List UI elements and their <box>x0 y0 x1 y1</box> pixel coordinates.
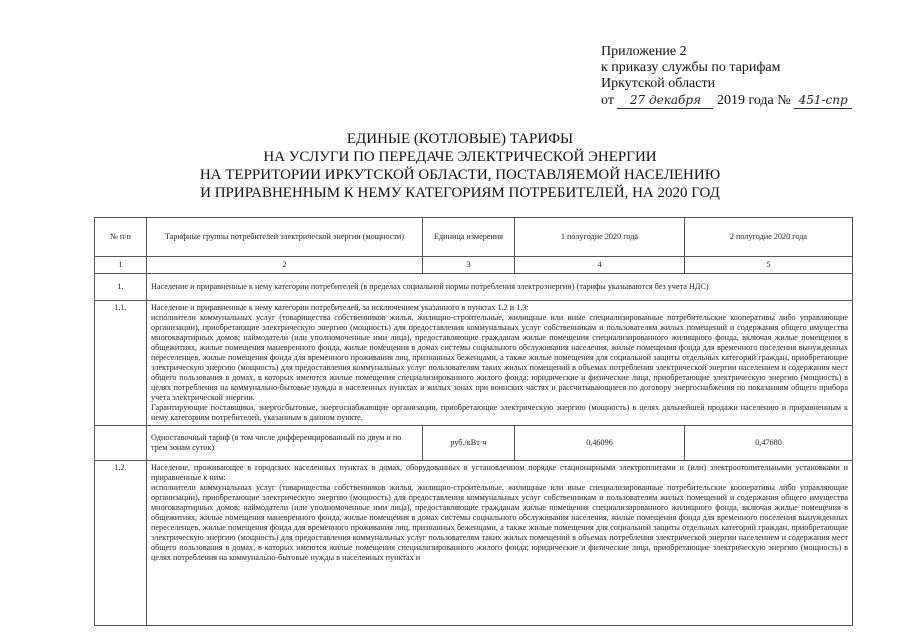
description-line: Население, проживающее в городских населенных пунктах в домах, оборудованных в установленном порядке стационарными электроплитами и (или) электроотопительными установками и приравненные к ним: <box>151 463 848 482</box>
table-row <box>95 301 853 426</box>
description-line: Гарантирующие поставщики, энергосбытовые, энергоснабжающие организации, приобретающие электрическую энергию (мощность) в целях дальнейшей продажи населению и приравненным к нему категориям потребителей, указанным в данном пункте. <box>151 403 848 422</box>
section-title: Население и приравненные к нему категории потребителей (в пределах социальной нормы потребления электроэнергии) (тарифы указываются без учета НДС) <box>147 274 853 301</box>
appendix-line-2: к приказу службы по тарифам <box>601 60 781 75</box>
appendix-line-3: Иркутской области <box>601 76 716 91</box>
column-number: 4 <box>515 257 685 274</box>
column-number: 2 <box>147 257 423 274</box>
tariff-h2-value: 0,47680 <box>685 426 853 461</box>
header-h1: 1 полугодие 2020 года <box>515 218 685 257</box>
title-line-3: НА ТЕРРИТОРИИ ИРКУТСКОЙ ОБЛАСТИ, ПОСТАВЛЯЕМОЙ НАСЕЛЕНИЮ <box>199 167 721 183</box>
document-title <box>150 130 770 202</box>
table-header-row <box>95 218 853 257</box>
title-line-1: ЕДИНЫЕ (КОТЛОВЫЕ) ТАРИФЫ <box>346 131 574 147</box>
row-num: 1.1. <box>95 301 147 426</box>
description-line: исполнители коммунальных услуг (товарищества собственников жилья, жилищно-строительные, жилищные или иные специализированные потребительские кооперативы либо управляющие организации), приобретающие электрическую энергию (мощность) для предоставления коммунальных услуг собственникам и пользователям жилых помещений и содержания общего имущества многоквартирных домов; наймодатели (или уполномоченные ими лица), предоставляющие гражданам жилые помещения специализированного жилищного фонда, включая жилые помещения в общежитиях, жилые помещения маневренного фонда, жилые помещения в домах системы социального обслуживания населения, жилые помещения фонда для временного поселения вынужденных переселенцев, жилые помещения фонда для временного проживания лиц, признанных беженцами, а также жилые помещения для социальной защиты отдельных категорий граждан, приобретающие электрическую энергию (мощность) для предоставления коммунальных услуг пользователям таких жилых помещений в объемах потребления электрической энергии населением и содержания мест общего пользования в домах, в которых имеются жилые помещения специализированного жилого фонда; юридические и физические лица, приобретающие электрическую энергию (мощность) в целях потребления на коммунально-бытовые нужды в населенных пунктах и жилых зонах при воинских частях и рассчитывающиеся по договору энергоснабжения по показаниям общего прибора учета электрической энергии. <box>151 313 848 402</box>
description-line: исполнители коммунальных услуг (товарищества собственников жилья, жилищно-строительные, жилищные или иные специализированные потребительские кооперативы либо управляющие организации), приобретающие электрическую энергию (мощность) для предоставления коммунальных услуг собственникам и пользователям жилых помещений и содержания общего имущества многоквартирных домов; наймодатели (или уполномоченные ими лица), предоставляющие гражданам жилые помещения специализированного жилищного фонда, включая жилые помещения в общежитиях, жилые помещения маневренного фонда, жилые помещения в домах системы социального обслуживания населения, жилые помещения фонда для временного поселения вынужденных переселенцев, жилые помещения фонда для временного проживания лиц, признанных беженцами, а также жилые помещения для социальной защиты отдельных категорий граждан, приобретающие электрическую энергию (мощность) для предоставления коммунальных услуг пользователям таких жилых помещений в объемах потребления электрической энергии населением и содержания мест общего пользования в домах, в которых имеются жилые помещения специализированного жилого фонда; юридические и физические лица, приобретающие электрическую энергию (мощность) в целях потребления на коммунально-бытовые нужды в населенных пунктах и <box>151 483 848 562</box>
appendix-date-line <box>601 92 852 109</box>
title-line-4: И ПРИРАВНЕННЫМ К НЕМУ КАТЕГОРИЯМ ПОТРЕБИТЕЛЕЙ, НА 2020 ГОД <box>200 185 720 201</box>
tariff-table <box>94 217 853 626</box>
row-num: 1.2. <box>95 461 147 626</box>
appendix-line-1: Приложение 2 <box>601 44 687 59</box>
header-num: № п/п <box>95 218 147 257</box>
column-number: 5 <box>685 257 853 274</box>
table-row <box>95 461 853 626</box>
column-number-row <box>95 257 853 274</box>
header-group: Тарифные группы потребителей электрической энергии (мощности) <box>147 218 423 257</box>
row-description <box>147 461 853 626</box>
handwritten-date: 27 декабря <box>617 92 713 109</box>
row-num: 1. <box>95 274 147 301</box>
tariff-label: Одноставочный тариф (в том числе дифференцированный по двум и по трем зонам суток) <box>147 426 423 461</box>
appendix-block <box>601 44 852 109</box>
row-description <box>147 301 853 426</box>
empty-cell <box>95 426 147 461</box>
tariff-unit: руб./кВт·ч <box>423 426 515 461</box>
handwritten-order-number: 451-спр <box>794 92 852 109</box>
header-h2: 2 полугодие 2020 года <box>685 218 853 257</box>
description-line: Население и приравненные к нему категории потребителей, за исключением указанного в пунктах 1.2 и 1.3: <box>151 303 529 312</box>
tariff-row <box>95 426 853 461</box>
tariff-h1-value: 0,46096 <box>515 426 685 461</box>
column-number: 1 <box>95 257 147 274</box>
column-number: 3 <box>423 257 515 274</box>
date-prefix: от <box>601 93 614 108</box>
year-text: 2019 года № <box>716 93 791 108</box>
header-unit: Единица измерения <box>423 218 515 257</box>
table-row <box>95 274 853 301</box>
title-line-2: НА УСЛУГИ ПО ПЕРЕДАЧЕ ЭЛЕКТРИЧЕСКОЙ ЭНЕРГИИ <box>263 149 657 165</box>
